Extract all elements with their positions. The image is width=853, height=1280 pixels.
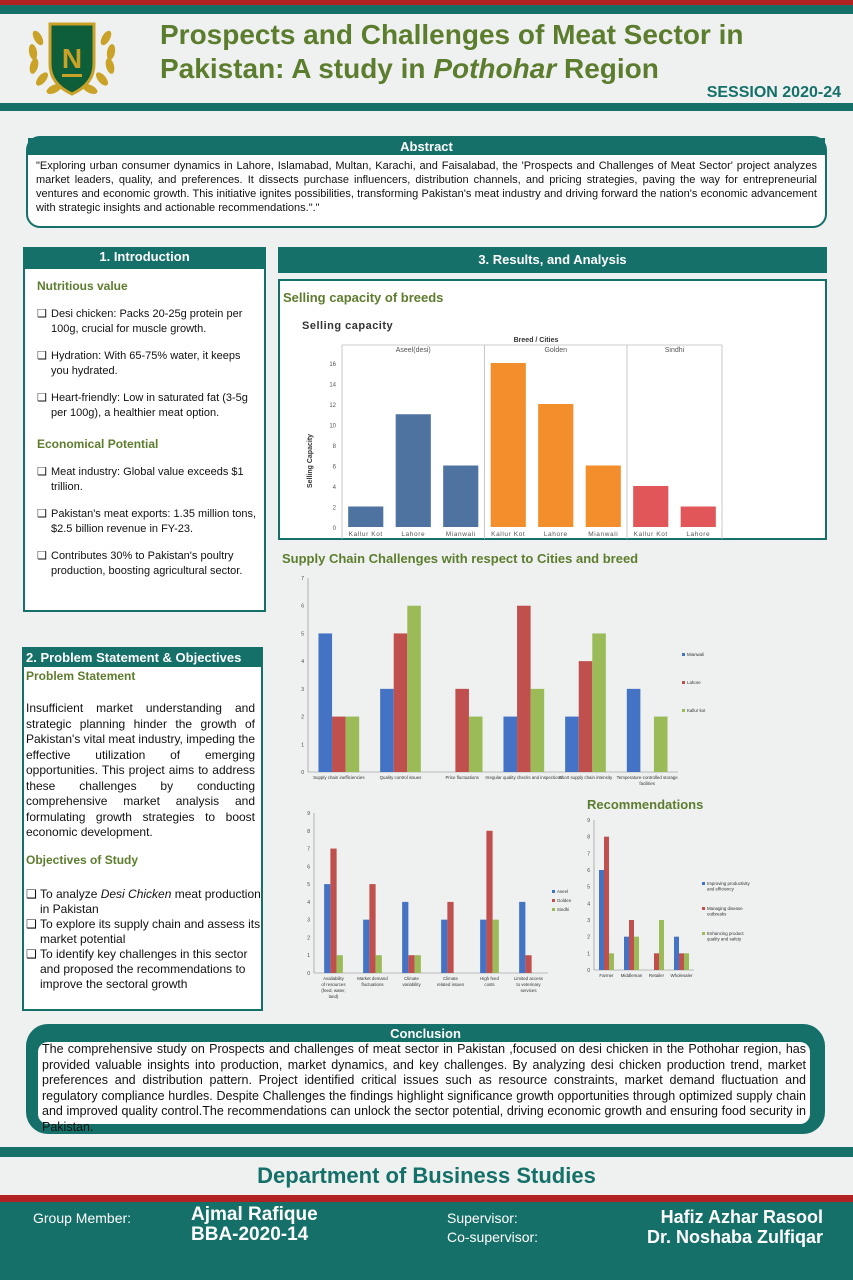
- department-title: Department of Business Studies: [257, 1163, 596, 1188]
- bar-golden: [369, 884, 375, 973]
- legend-swatch: [682, 681, 685, 684]
- bar-sindhi: [337, 955, 343, 973]
- y-tick-label: 0: [332, 526, 336, 532]
- legend-label: Enhancing product: [707, 931, 744, 936]
- y-tick-label: 7: [307, 846, 310, 853]
- selling-capacity-chart: [296, 311, 726, 543]
- y-tick-label: 2: [307, 935, 310, 942]
- x-tick-label: Short supply chain intensity: [558, 775, 613, 780]
- selling-heading: Selling capacity of breeds: [283, 290, 444, 305]
- legend-swatch: [702, 882, 705, 885]
- bar-kallur-kot: [654, 717, 668, 772]
- bar-golden-mianwali: [586, 466, 621, 528]
- x-tick-label: variability: [402, 982, 421, 987]
- legend-label: Improving productivity: [707, 881, 750, 886]
- header-divider: [0, 103, 853, 111]
- x-tick-label: Limited access: [513, 976, 544, 981]
- x-tick-label: facilities: [639, 781, 655, 786]
- bar-mianwali: [503, 717, 517, 772]
- objective-item: ❑ To analyze Desi Chicken meat production in Pakistan: [26, 886, 261, 916]
- x-tick-label: Kallur Kot: [633, 531, 668, 538]
- legend-swatch: [682, 709, 685, 712]
- conclusion-text: The comprehensive study on Prospects and challenges of meat sector in Pakistan ,focused on desi chicken in the Pothohar region, has provided valuable insights into production, market dynamics, and key challenges. By analyzing desi chicken production trend, market preferences and distribution pattern. Project identified critical issues such as resource constraints, market demand fluctuation and regulatory compliance hurdles. Despite Challenges the findings highlight significance growth opportunities through optimized supply chain and improved quality control.The recommendations can unlock the sector potential, driving economic growth and ensuring food security in Pakistan.: [38, 1042, 810, 1124]
- bar-lahore: [579, 661, 593, 772]
- y-tick-label: 1: [587, 951, 590, 958]
- top-teal-stripe: [0, 5, 853, 14]
- x-tick-label: Wholesaler: [670, 973, 693, 978]
- bar-kallur-kot: [407, 606, 421, 772]
- nutritious-item: ❑ Heart-friendly: Low in saturated fat (3-5g per 100g), a healthier meat option.: [37, 392, 248, 419]
- bar-improving-productivity-and-efficiency: [624, 937, 629, 970]
- x-tick-label: Middleman: [620, 973, 643, 978]
- bar-sindhi-kallur-kot: [633, 486, 668, 527]
- legend-swatch: [552, 899, 555, 902]
- bar-mianwali: [627, 689, 641, 772]
- cosupervisor-name: Dr. Noshaba Zulfiqar: [646, 1227, 823, 1247]
- supply-chain-breed-chart: [296, 808, 586, 999]
- bar-golden: [408, 955, 414, 973]
- footer-red-stripe: [0, 1195, 853, 1202]
- objectives-heading: Objectives of Study: [26, 852, 139, 867]
- x-tick-label: Price fluctuations: [445, 775, 479, 780]
- bar-aseeldesi-mianwali: [443, 466, 478, 528]
- x-tick-label: services: [520, 988, 537, 993]
- legend-label: Golden: [557, 898, 572, 903]
- session-label: SESSION 2020-24: [706, 84, 841, 101]
- x-tick-label: Lahore: [686, 531, 711, 538]
- x-tick-label: Farmer: [599, 973, 614, 978]
- statement-text: Insufficient market understanding and strategic planning hinder the growth of Pakistan's vital meat industry, impeding the effective utilization of emerging opportunities. This project aims to address these challenges by conducting comprehensive market analysis and formulating growth strategies to boost economic development.: [26, 701, 255, 839]
- y-tick-label: 3: [307, 917, 310, 924]
- bar-enhancing-product-quality-and-safety: [684, 953, 689, 970]
- bar-kallur-kot: [531, 689, 545, 772]
- bar-managing-disease-outbreaks: [679, 953, 684, 970]
- legend-swatch: [702, 932, 705, 935]
- nutritious-item: ❑ Desi chicken: Packs 20-25g protein per 100g, crucial for muscle growth.: [37, 308, 243, 335]
- title-line-2: [160, 52, 840, 86]
- legend-label: Lahore: [687, 680, 701, 685]
- member-id: BBA-2020-14: [191, 1224, 309, 1245]
- bar-lahore: [394, 633, 408, 772]
- chart-subtitle: Breed / Cities: [513, 337, 559, 344]
- bar-kallur-kot: [592, 633, 606, 772]
- bar-aseel: [324, 884, 330, 973]
- poster-title: [160, 18, 840, 86]
- bar-golden: [447, 902, 453, 973]
- bar-golden: [525, 955, 531, 973]
- intro-panel: [23, 267, 266, 612]
- legend-swatch: [552, 890, 555, 893]
- y-tick-label: 0: [301, 770, 304, 776]
- bar-improving-productivity-and-efficiency: [599, 870, 604, 970]
- y-tick-label: 4: [332, 485, 336, 491]
- y-tick-label: 6: [301, 603, 304, 610]
- economic-item: ❑ Contributes 30% to Pakistan's poultry production, boosting agricultural sector.: [37, 550, 243, 577]
- university-logo: [24, 16, 120, 102]
- economic-item: ❑ Pakistan's meat exports: 1.35 million tons, $2.5 billion revenue in FY-23.: [37, 508, 257, 535]
- title-line-1: Prospects and Challenges of Meat Sector in: [160, 19, 744, 50]
- y-tick-label: 4: [587, 901, 590, 908]
- y-tick-label: 7: [587, 851, 590, 858]
- y-tick-label: 1: [301, 742, 304, 749]
- bar-lahore: [332, 717, 346, 772]
- legend-swatch: [682, 653, 685, 656]
- legend-label: outbreaks: [707, 911, 727, 917]
- legend-label: Kallur kot: [687, 708, 706, 713]
- bar-managing-disease-outbreaks: [604, 837, 609, 970]
- x-tick-label: land): [328, 994, 339, 999]
- problem-heading: 2. Problem Statement & Objectives: [24, 649, 261, 667]
- y-tick-label: 8: [587, 834, 590, 841]
- bar-managing-disease-outbreaks: [654, 953, 659, 970]
- nutritious-heading: Nutritious value: [37, 279, 128, 293]
- abstract-box: [26, 136, 827, 228]
- x-tick-label: Quality control issues: [379, 775, 422, 780]
- y-axis-label: Selling Capacity: [307, 433, 314, 489]
- recommendations-heading: Recommendations: [587, 797, 704, 812]
- x-tick-label: Temperature-controlled storage: [616, 775, 678, 780]
- legend-label: Managing disease: [707, 906, 743, 911]
- cosupervisor-label: Co-supervisor:: [447, 1229, 539, 1245]
- y-tick-label: 5: [301, 631, 304, 638]
- member-name: Ajmal Rafique: [191, 1204, 318, 1225]
- bar-golden: [330, 849, 336, 973]
- y-tick-label: 2: [332, 505, 336, 512]
- supervisor-label: Supervisor:: [447, 1210, 518, 1226]
- x-tick-label: Availability: [323, 976, 344, 981]
- bar-sindhi: [415, 955, 421, 973]
- bar-enhancing-product-quality-and-safety: [634, 937, 639, 970]
- x-tick-label: Lahore: [401, 531, 426, 538]
- y-tick-label: 4: [301, 659, 304, 666]
- legend-label: Mianwali: [687, 652, 705, 657]
- y-tick-label: 16: [329, 362, 336, 368]
- y-tick-label: 2: [301, 714, 304, 721]
- problem-panel: [22, 647, 263, 1011]
- x-tick-label: Kallur Kot: [491, 531, 526, 538]
- y-tick-label: 9: [307, 811, 310, 817]
- bar-sindhi-lahore: [681, 507, 716, 528]
- recommendations-chart: [580, 814, 760, 984]
- y-tick-label: 7: [301, 576, 304, 582]
- bar-aseel: [519, 902, 525, 973]
- x-tick-label: Retailer: [648, 973, 665, 978]
- bar-aseel: [480, 920, 486, 973]
- legend-label: quality and safety: [707, 936, 742, 942]
- bar-lahore: [455, 689, 469, 772]
- bar-sindhi: [493, 920, 499, 973]
- title-line-2-start: Pakistan: A study in: [160, 53, 434, 84]
- y-tick-label: 5: [307, 882, 310, 889]
- x-tick-label: costs: [484, 982, 495, 987]
- bar-aseeldesi-lahore: [396, 414, 431, 527]
- conclusion-heading: Conclusion: [390, 1026, 461, 1041]
- title-line-2-end: Region: [556, 53, 659, 84]
- supervisor-name: Hafiz Azhar Rasool: [660, 1207, 823, 1227]
- results-heading: 3. Results, and Analysis: [278, 247, 827, 273]
- y-tick-label: 4: [307, 899, 310, 906]
- x-tick-label: Mianwali: [588, 531, 619, 538]
- statement-heading: Problem Statement: [26, 669, 136, 683]
- y-tick-label: 14: [329, 382, 336, 389]
- x-tick-label: Climate: [443, 976, 458, 981]
- x-tick-label: Mianwali: [445, 531, 476, 538]
- nutritious-item: ❑ Hydration: With 65-75% water, it keeps you hydrated.: [37, 350, 241, 377]
- x-tick-label: Lahore: [543, 531, 568, 538]
- y-tick-label: 12: [329, 403, 336, 409]
- legend-label: and efficiency: [707, 886, 734, 892]
- economic-item: ❑ Meat industry: Global value exceeds $1 trillion.: [37, 466, 244, 493]
- intro-heading: 1. Introduction: [23, 247, 266, 267]
- bar-enhancing-product-quality-and-safety: [609, 953, 614, 970]
- x-tick-label: (feed, water,: [321, 988, 346, 993]
- economic-heading: Economical Potential: [37, 437, 159, 451]
- x-tick-label: fluctuations: [361, 982, 384, 987]
- x-tick-label: of resources: [321, 982, 346, 987]
- objective-item: ❑ To identify key challenges in this sector and proposed the recommendations to improve the sectoral growth: [26, 946, 248, 991]
- y-tick-label: 0: [307, 971, 310, 977]
- bar-enhancing-product-quality-and-safety: [659, 920, 664, 970]
- breed-group-label: Sindhi: [664, 347, 685, 354]
- y-tick-label: 5: [587, 884, 590, 891]
- bar-managing-disease-outbreaks: [629, 920, 634, 970]
- conclusion-box: [26, 1024, 825, 1134]
- legend-label: Sindhi: [557, 907, 570, 912]
- x-tick-label: Climate: [404, 976, 419, 981]
- x-tick-label: to veterinary: [516, 982, 541, 987]
- bar-aseeldesi-kallur-kot: [348, 507, 383, 528]
- abstract-text: "Exploring urban consumer dynamics in Lahore, Islamabad, Multan, Karachi, and Faisalabad, the 'Prospects and Challenges of Meat Sector' project analyzes market leaders, quality, and preferences. It dissects purchase influencers, distribution channels, and pricing strategies, paving the way for entrepreneurial ventures and economic growth. This initiative ignites possibilities, transforming Pakistan's meat industry and driving forward the nation's economic advancement with strategic insights and actionable recommendations.".": [36, 160, 817, 214]
- bar-golden: [486, 831, 492, 973]
- legend-label: Aseel: [557, 889, 568, 894]
- y-tick-label: 9: [587, 818, 590, 824]
- y-tick-label: 1: [307, 953, 310, 960]
- y-tick-label: 2: [587, 934, 590, 941]
- y-tick-label: 8: [332, 444, 336, 450]
- supply-heading: Supply Chain Challenges with respect to Cities and breed: [282, 551, 639, 566]
- legend-swatch: [552, 908, 555, 911]
- bar-kallur-kot: [469, 717, 483, 772]
- breed-group-label: Golden: [544, 347, 568, 354]
- breed-group-label: Aseel(desi): [395, 347, 431, 354]
- bar-golden-kallur-kot: [491, 363, 526, 527]
- bar-lahore: [517, 606, 531, 772]
- x-tick-label: related issues: [436, 982, 465, 987]
- bar-aseel: [363, 920, 369, 973]
- legend-swatch: [702, 907, 705, 910]
- y-tick-label: 6: [332, 464, 336, 471]
- y-tick-label: 6: [307, 864, 310, 871]
- footer-top-stripe: [0, 1147, 853, 1157]
- y-tick-label: 3: [587, 918, 590, 924]
- objective-item: ❑ To explore its supply chain and assess its market potential: [26, 916, 261, 946]
- supply-chain-city-chart: [286, 572, 716, 794]
- x-tick-label: Market demand: [357, 976, 388, 981]
- bar-aseel: [441, 920, 447, 973]
- bar-aseel: [402, 902, 408, 973]
- abstract-heading: Abstract: [28, 138, 825, 155]
- y-tick-label: 3: [301, 686, 304, 693]
- title-line-2-region: Pothohar: [433, 53, 557, 84]
- bar-mianwali: [380, 689, 394, 772]
- y-tick-label: 0: [587, 968, 590, 974]
- y-tick-label: 6: [587, 868, 590, 874]
- bar-mianwali: [565, 717, 579, 772]
- y-tick-label: 10: [329, 423, 336, 430]
- x-tick-label: Supply chain inefficiencies: [313, 775, 365, 780]
- x-tick-label: High feed: [480, 976, 499, 981]
- y-tick-label: 8: [307, 828, 310, 835]
- group-label: Group Member:: [33, 1210, 132, 1226]
- bar-sindhi: [376, 955, 382, 973]
- bar-improving-productivity-and-efficiency: [674, 937, 679, 970]
- bar-golden-lahore: [538, 404, 573, 527]
- x-tick-label: Irregular quality checks and inspections: [485, 775, 563, 780]
- logo-letter: N: [61, 43, 83, 74]
- bar-mianwali: [318, 633, 332, 772]
- bar-kallur-kot: [346, 717, 360, 772]
- chart-title: Selling capacity: [302, 320, 394, 332]
- x-tick-label: Kallur Kot: [348, 531, 383, 538]
